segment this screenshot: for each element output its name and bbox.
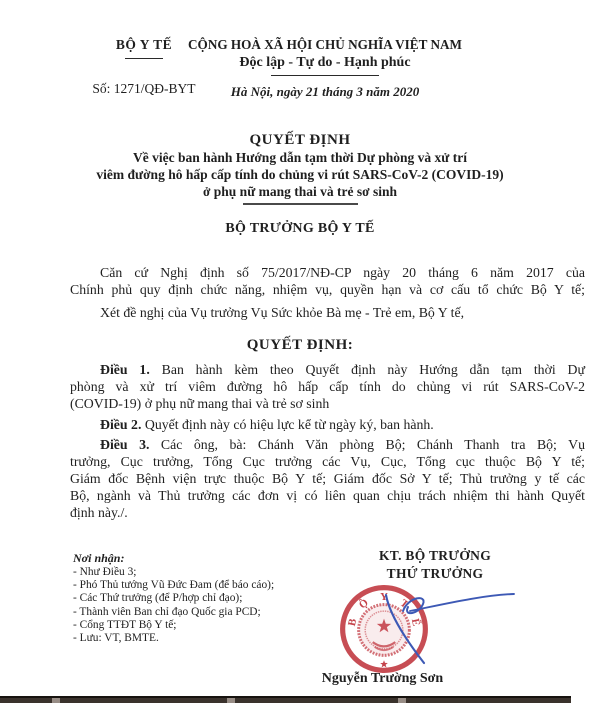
- subject-line: Về việc ban hành Hướng dẫn tạm thời Dự phòng và xử trí: [132, 150, 468, 165]
- article-line: Giám đốc Bệnh viện trực thuộc Bộ Y tế; Giám đốc Sở Y tế; Thủ trưởng y tế các: [70, 471, 585, 486]
- article-text: Các ông, bà: Chánh Văn phòng Bộ; Chánh Thanh tra Bộ; Vụ: [149, 437, 585, 452]
- national-header-block: [183, 37, 467, 100]
- article-text: Ban hành kèm theo Quyết định này Hướng dẫn tạm thời Dự: [149, 362, 585, 377]
- article-line: trưởng, Cục trưởng, Tổng Cục trưởng các Vụ, Cục, Tổng cục thuộc Bộ Y tế;: [70, 454, 585, 469]
- subject-line: viêm đường hô hấp cấp tính do chủng vi rút SARS-CoV-2 (COVID-19): [96, 167, 504, 182]
- articles: [70, 361, 585, 521]
- article-label: Điều 3.: [100, 437, 150, 452]
- signature-ink: [330, 583, 530, 671]
- org-underline: [125, 58, 163, 59]
- signer-title: THỨ TRƯỞNG: [386, 565, 484, 581]
- article-line: định này./.: [70, 505, 128, 520]
- recipient-item: - Phó Thủ tướng Vũ Đức Đam (để báo cáo);: [73, 579, 275, 592]
- document-type: QUYẾT ĐỊNH: [249, 132, 351, 148]
- place-date: Hà Nội, ngày 21 tháng 3 năm 2020: [230, 84, 420, 99]
- article-line: [70, 361, 585, 378]
- signature-heading: [345, 547, 525, 582]
- stamp-letter: B: [345, 617, 360, 628]
- issuing-org: BỘ Y TẾ: [115, 37, 173, 52]
- signature-tail: [410, 594, 514, 611]
- issuing-authority: BỘ TRƯỞNG BỘ Y TẾ: [225, 221, 375, 236]
- proposal-line: Xét đề nghị của Vụ trưởng Vụ Sức khỏe Bà mẹ - Trẻ em, Bộ Y tế,: [100, 305, 465, 320]
- recipients-label: Nơi nhận:: [73, 551, 125, 565]
- article-line: [70, 416, 585, 433]
- stamp-letter: Ộ: [356, 596, 371, 612]
- motto-underline: [271, 75, 379, 76]
- recipient-item: - Thành viên Ban chỉ đạo Quốc gia PCD;: [73, 605, 261, 618]
- subject-underline: [243, 203, 358, 205]
- subject-line: ở phụ nữ mang thai và trẻ sơ sinh: [202, 184, 398, 199]
- signature-strokes: [330, 583, 530, 671]
- article-line: (COVID-19) ở phụ nữ mang thai và trẻ sơ sinh: [70, 396, 330, 411]
- preamble: [70, 264, 585, 321]
- preamble-line: Chính phủ quy định chức năng, nhiệm vụ, quyền hạn và cơ cấu tổ chức Bộ Y tế;: [70, 282, 585, 297]
- decides-heading: QUYẾT ĐỊNH:: [246, 337, 354, 353]
- article-1: [70, 361, 585, 412]
- stamp-letter: Ế: [408, 617, 423, 628]
- article-line: phòng và xử trí viêm đường hô hấp cấp tính do chủng vi rút SARS-CoV-2: [70, 379, 585, 394]
- title-block: [45, 132, 555, 237]
- article-label: Điều 2.: [100, 417, 142, 432]
- article-2: [70, 416, 585, 433]
- stamp-letter: Y: [380, 590, 388, 603]
- recipient-item: - Cổng TTĐT Bộ Y tế;: [73, 618, 177, 631]
- cropped-table-edge: [0, 696, 571, 703]
- table-edge-tick: [398, 698, 406, 703]
- on-behalf-label: KT. BỘ TRƯỞNG: [378, 548, 492, 563]
- national-motto: Độc lập - Tự do - Hạnh phúc: [239, 55, 411, 70]
- article-line: Bộ, ngành và Thủ trưởng các đơn vị có liên quan chịu trách nhiệm thi hành Quyết: [70, 488, 585, 503]
- recipients-block: [73, 551, 313, 645]
- recipient-item: - Lưu: VT, BMTE.: [73, 632, 159, 645]
- article-line: [70, 436, 585, 453]
- document-number: Số: 1271/QĐ-BYT: [92, 81, 196, 96]
- recipient-item: - Các Thứ trưởng (để P/hợp chỉ đạo);: [73, 592, 243, 605]
- article-3: [70, 436, 585, 521]
- article-label: Điều 1.: [100, 362, 150, 377]
- preamble-line: Căn cứ Nghị định số 75/2017/NĐ-CP ngày 20 tháng 6 năm 2017 của: [100, 265, 585, 280]
- table-edge-tick: [52, 698, 60, 703]
- recipient-item: - Như Điều 3;: [73, 566, 137, 578]
- national-title: CỘNG HOÀ XÃ HỘI CHỦ NGHĨA VIỆT NAM: [188, 37, 462, 52]
- stamp-letter: T: [397, 597, 411, 611]
- signer-name: Nguyễn Trường Sơn: [321, 671, 444, 686]
- table-edge-tick: [227, 698, 235, 703]
- article-text: Quyết định này có hiệu lực kể từ ngày ký, ban hành.: [141, 417, 434, 432]
